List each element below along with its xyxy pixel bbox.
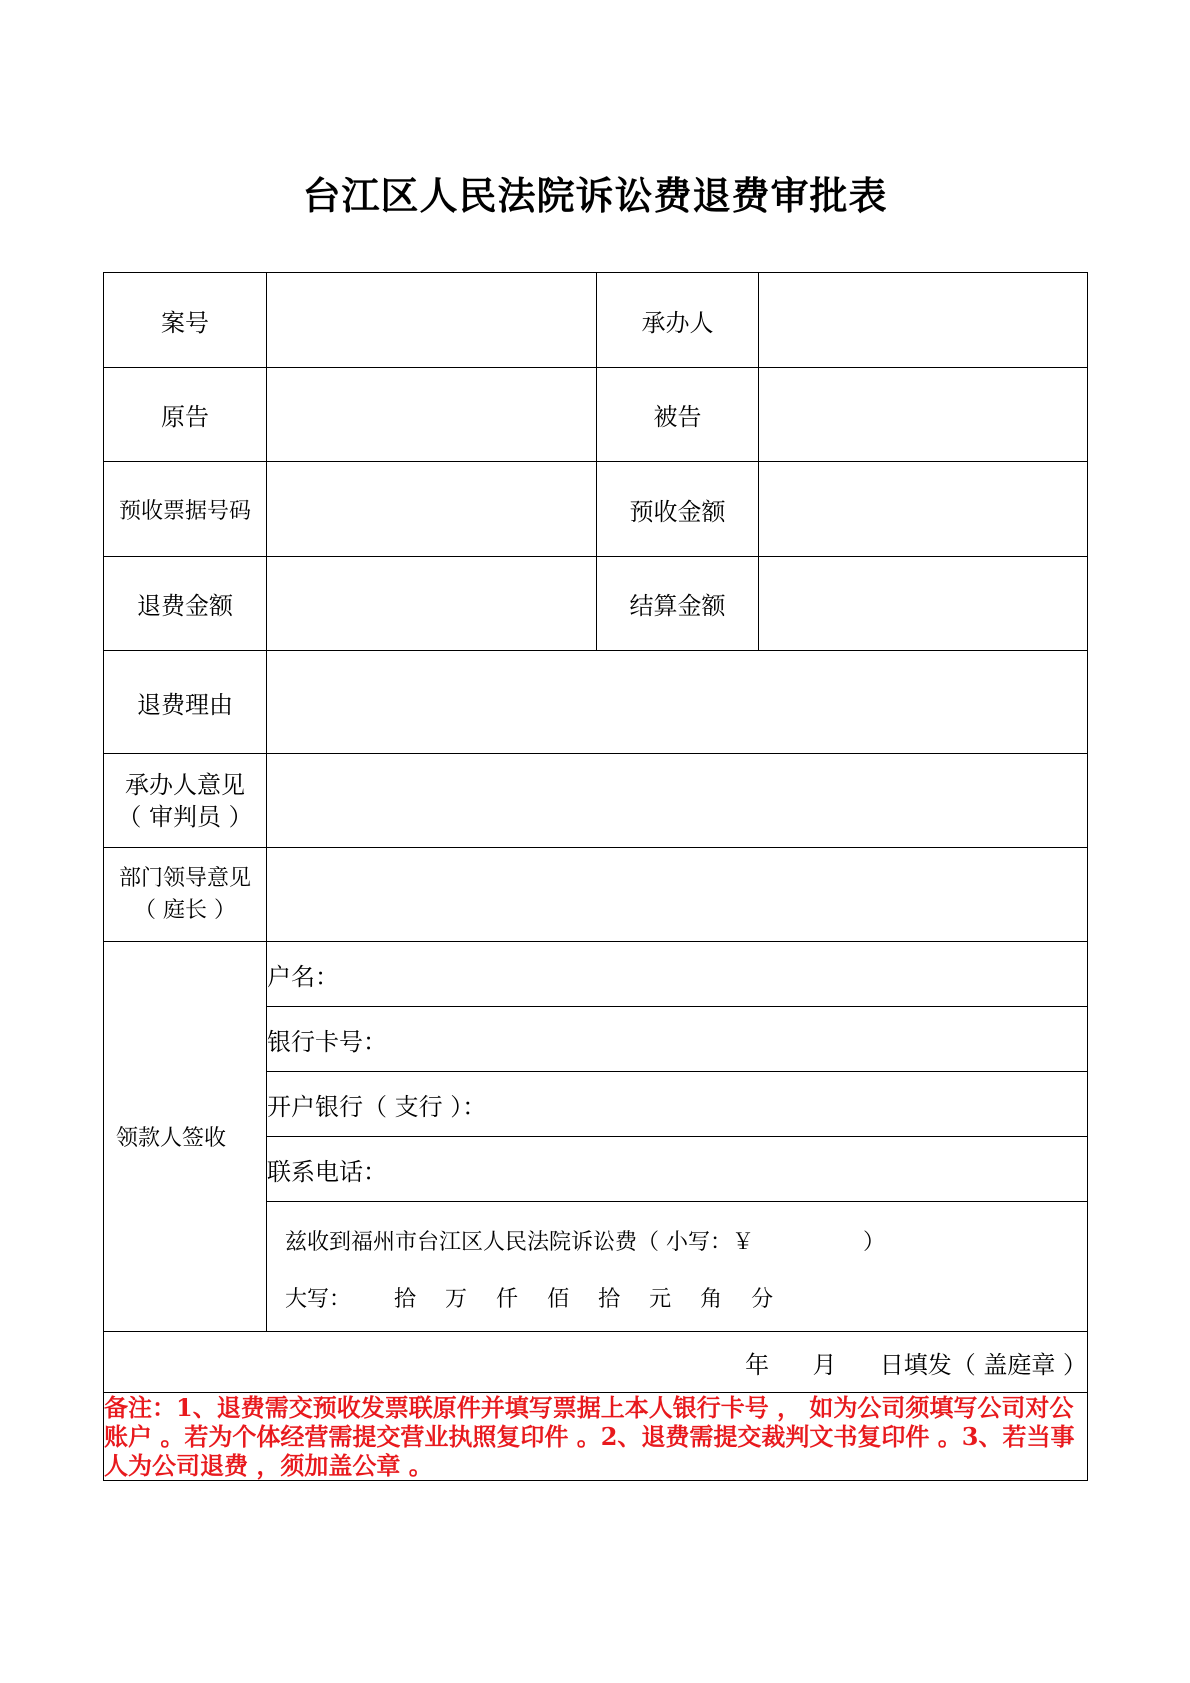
settle-amount-field[interactable] bbox=[759, 557, 1088, 651]
handler-opinion-field[interactable] bbox=[267, 754, 1088, 848]
card-no-field[interactable]: 银行卡号： bbox=[267, 1007, 1088, 1072]
note-text: 备注：1、退费需交预收发票联原件并填写票据上本人银行卡号 ， 如为公司须填写公司对公账户 。若为个体经营需提交营业执照复印件 。2、退费需提交裁判文书复印件 。3、若当事人为公司退费 ，须加盖公章 。 bbox=[104, 1393, 1088, 1481]
receipt-text: 兹收到福州市台江区人民法院诉讼费（ 小写：￥ bbox=[285, 1229, 754, 1255]
label-dept-opinion-line2: （ 庭长 ） bbox=[134, 897, 236, 923]
label-handler: 承办人 bbox=[597, 273, 759, 368]
unit-yuan: 元 bbox=[649, 1286, 672, 1312]
label-defendant: 被告 bbox=[597, 368, 759, 462]
unit-qian: 仟 bbox=[496, 1286, 519, 1312]
case-no-field[interactable] bbox=[267, 273, 597, 368]
refund-approval-form bbox=[103, 272, 1088, 1481]
label-handler-opinion-line1: 承办人意见 bbox=[125, 770, 245, 799]
defendant-field[interactable] bbox=[759, 368, 1088, 462]
unit-bai: 佰 bbox=[547, 1286, 570, 1312]
label-handler-opinion bbox=[104, 754, 267, 848]
handler-field[interactable] bbox=[759, 273, 1088, 368]
bank-field[interactable]: 开户银行（ 支行 ）： bbox=[267, 1072, 1088, 1137]
label-dept-opinion bbox=[104, 848, 267, 942]
receipt-no-field[interactable] bbox=[267, 462, 597, 557]
upper-label: 大写： bbox=[285, 1286, 352, 1312]
date-line[interactable] bbox=[104, 1332, 1088, 1393]
label-dept-opinion-line1: 部门领导意见 bbox=[118, 865, 251, 891]
label-refund-reason: 退费理由 bbox=[104, 651, 267, 754]
label-payee-sign: 领款人签收 bbox=[104, 942, 267, 1332]
label-handler-opinion-line2: （ 审判员 ） bbox=[117, 802, 253, 831]
unit-shi-2: 拾 bbox=[598, 1286, 621, 1312]
refund-reason-field[interactable] bbox=[267, 651, 1088, 754]
unit-shi: 拾 bbox=[394, 1286, 417, 1312]
label-settle-amount: 结算金额 bbox=[597, 557, 759, 651]
phone-field[interactable]: 联系电话： bbox=[267, 1137, 1088, 1202]
account-name-field[interactable]: 户名： bbox=[267, 942, 1088, 1007]
refund-amount-field[interactable] bbox=[267, 557, 597, 651]
label-refund-amount: 退费金额 bbox=[104, 557, 267, 651]
receipt-close: ） bbox=[863, 1229, 886, 1255]
label-case-no: 案号 bbox=[104, 273, 267, 368]
prepaid-amount-field[interactable] bbox=[759, 462, 1088, 557]
label-prepaid-amount: 预收金额 bbox=[597, 462, 759, 557]
unit-fen: 分 bbox=[751, 1286, 774, 1312]
page-title: 台江区人民法院诉讼费退费审批表 bbox=[302, 173, 888, 218]
unit-wan: 万 bbox=[445, 1286, 468, 1312]
unit-jiao: 角 bbox=[700, 1286, 723, 1312]
date-year: 年 bbox=[745, 1350, 770, 1379]
date-day: 日填发（ 盖庭章 ） bbox=[879, 1350, 1087, 1379]
label-plaintiff: 原告 bbox=[104, 368, 267, 462]
receipt-amount-cell[interactable] bbox=[267, 1202, 1088, 1332]
dept-opinion-field[interactable] bbox=[267, 848, 1088, 942]
date-month: 月 bbox=[812, 1350, 837, 1379]
label-receipt-no: 预收票据号码 bbox=[104, 462, 267, 557]
plaintiff-field[interactable] bbox=[267, 368, 597, 462]
